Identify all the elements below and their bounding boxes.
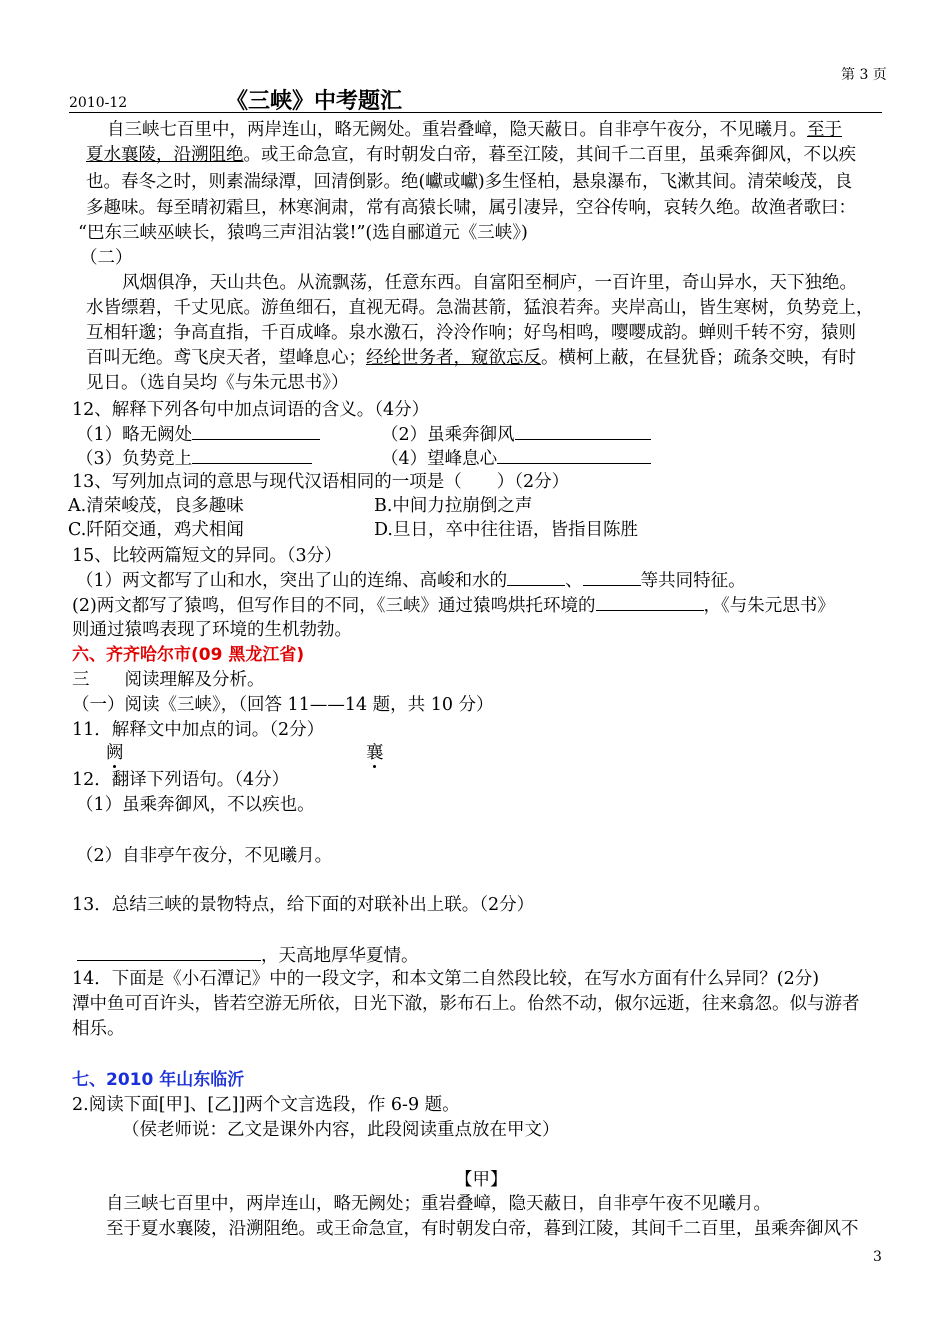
s6-word-xiang: 襄 [366, 743, 384, 763]
s6-q12-item2: （2）自非亭午夜分，不见曦月。 [76, 846, 333, 866]
passage1-line4: 多趣味。每至晴初霜旦，林寒涧肃，常有高猿长啸，属引凄异，空谷传响，哀转久绝。故渔者歌曰： [86, 198, 856, 218]
q12-item1: （1）略无阙处 [76, 423, 320, 446]
question-12: 12、解释下列各句中加点词语的含义。（4分） [72, 400, 430, 420]
s6-word-que: 阙 [106, 743, 124, 763]
section-6-heading: 六、齐齐哈尔市(09 黑龙江省) [72, 645, 305, 665]
passage2-line3: 互相轩邈；争高直指，千百成峰。泉水激石，泠泠作响；好鸟相鸣，嘤嘤成韵。蝉则千转不穷，猿则 [86, 323, 856, 343]
page-label: 第 3 页 [841, 67, 887, 83]
s6-q14-text2: 相乐。 [72, 1019, 125, 1039]
q15-item1: （1）两文都写了山和水，突出了山的连绵、高峻和水的 、 等共同特征。 [76, 571, 746, 591]
passage1-line5: “巴东三峡巫峡长，猿鸣三声泪沾裳!”(选自郦道元《三峡》) [78, 223, 528, 243]
s7-jia-line1: 自三峡七百里中，两岸连山，略无阙处；重岩叠嶂，隐天蔽日，自非亭午夜不见曦月。 [106, 1194, 771, 1214]
passage1-line2: 夏水襄陵，沿溯阻绝。或王命急宣，有时朝发白帝，暮至江陵，其间千二百里，虽乘奔御风，不以疾 [86, 145, 856, 165]
s7-question-2: 2.阅读下面[甲]、[乙]]两个文言选段，作 6-9 题。 [72, 1095, 460, 1115]
s7-teacher-note: （侯老师说：乙文是课外内容，此段阅读重点放在甲文） [122, 1120, 560, 1140]
question-15: 15、比较两篇短文的异同。（3分） [72, 546, 342, 566]
passage2-line5: 见日。（选自吴均《与朱元思书》） [86, 373, 349, 393]
passage2-heading: （二） [80, 248, 133, 268]
s6-question-11: 11．解释文中加点的词。（2分） [72, 720, 325, 740]
passage1-line1: 自三峡七百里中，两岸连山，略无阙处。重岩叠嶂，隐天蔽日。自非亭午夜分，不见曦月。至于 [107, 120, 842, 140]
q15-item2: (2)两文都写了猿鸣，但写作目的不同，《三峡》通过猿鸣烘托环境的 ，《与朱元思书》 [72, 596, 835, 616]
q13-option-d: D.旦日，卒中往往语，皆指目陈胜 [374, 520, 638, 540]
q15-item2-cont: 则通过猿鸣表现了环境的生机勃勃。 [72, 620, 352, 640]
q12-item2: （2）虽乘奔御风 [381, 423, 651, 446]
passage2-line4: 百叫无绝。鸢飞戾天者，望峰息心；经纶世务者，窥欲忘反。横柯上蔽，在昼犹昏；疏条交映，有时 [86, 348, 856, 368]
s6-question-14: 14．下面是《小石潭记》中的一段文字，和本文第二自然段比较，在写水方面有什么异同？(2分) [72, 969, 820, 989]
question-13: 13、写列加点词的意思与现代汉语相同的一项是（ ）（2分） [72, 472, 570, 492]
q13-option-c: C.阡陌交通，鸡犬相闻 [68, 520, 244, 540]
passage2-line1: 风烟俱净，天山共色。从流飘荡，任意东西。自富阳至桐庐，一百许里，奇山异水，天下独绝。 [122, 273, 857, 293]
s7-jia-line2: 至于夏水襄陵，沿溯阻绝。或王命急宣，有时朝发白帝，暮到江陵，其间千二百里，虽乘奔御风不 [106, 1219, 859, 1239]
page-title: 《三峡》中考题汇 [226, 88, 403, 114]
section-6-part3: 三 阅读理解及分析。 [72, 670, 265, 690]
q12-item3: （3）负势竞上 [76, 447, 312, 470]
q12-item4: （4）望峰息心 [381, 447, 651, 470]
q13-option-a: A.清荣峻茂，良多趣味 [68, 496, 244, 516]
header-rule [69, 112, 882, 113]
passage1-line3: 也。春冬之时，则素湍绿潭，回清倒影。绝(巘或巘)多生怪柏，悬泉瀑布，飞漱其间。清荣峻茂，良 [86, 172, 853, 192]
s6-q14-text1: 潭中鱼可百许头，皆若空游无所依，日光下澈，影布石上。佁然不动，俶尔远逝，往来翕忽。似与游者 [72, 994, 860, 1014]
header-date: 2010-12 [69, 95, 128, 111]
section-6-part1: （一）阅读《三峡》，（回答 11——14 题，共 10 分） [72, 695, 494, 715]
s6-question-12: 12．翻译下列语句。（4分） [72, 770, 290, 790]
page-number: 3 [873, 1249, 882, 1265]
s6-question-13: 13．总结三峡的景物特点，给下面的对联补出上联。（2分） [72, 895, 535, 915]
s7-jia-heading: 【甲】 [455, 1170, 508, 1190]
s6-q12-item1: （1）虽乘奔御风，不以疾也。 [76, 795, 315, 815]
q13-option-b: B.中间力拉崩倒之声 [374, 496, 533, 516]
s6-couplet-line: ，天高地厚华夏情。 [77, 944, 419, 967]
passage2-line2: 水皆缥碧，千丈见底。游鱼细石，直视无碍。急湍甚箭，猛浪若奔。夹岸高山，皆生寒树，负势竞上， [86, 298, 874, 318]
section-7-heading: 七、2010 年山东临沂 [72, 1070, 245, 1090]
